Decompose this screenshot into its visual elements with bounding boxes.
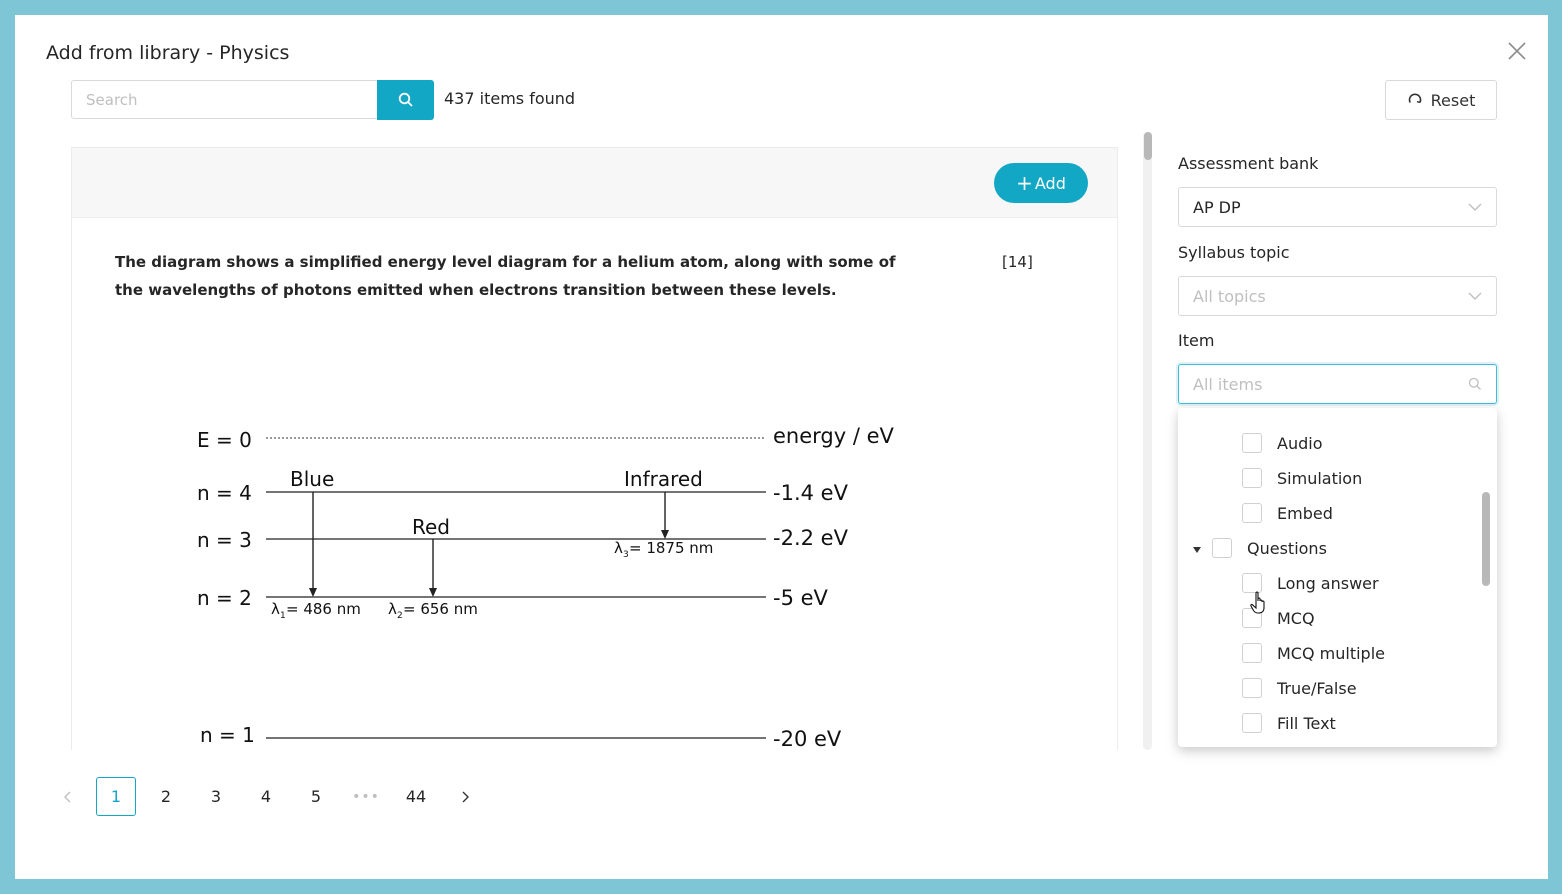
wavelength-1-symbol: λ (271, 600, 280, 618)
checkbox[interactable] (1242, 433, 1262, 453)
checkbox[interactable] (1212, 538, 1232, 558)
dropdown-scrollbar-thumb[interactable] (1482, 492, 1490, 586)
wavelength-2-sub: 2 (397, 611, 403, 621)
syllabus-topic-select[interactable] (1178, 276, 1497, 316)
arrowhead-red (429, 588, 437, 597)
option-audio[interactable] (1242, 430, 1322, 456)
level-value-e0: energy / eV (773, 424, 894, 448)
page-1-button[interactable]: 1 (96, 777, 136, 816)
question-card (71, 147, 1118, 750)
item-label: Item (1178, 331, 1215, 350)
level-label-n4: n = 4 (197, 481, 252, 505)
option-fill-text[interactable] (1242, 710, 1336, 736)
checkbox[interactable] (1242, 643, 1262, 663)
chevron-left-icon (63, 791, 71, 803)
arrowhead-blue (309, 588, 317, 597)
level-value-n4: -1.4 eV (773, 481, 848, 505)
assessment-bank-select[interactable] (1178, 187, 1497, 227)
option-label: Simulation (1277, 468, 1363, 488)
page-3-button[interactable]: 3 (210, 787, 222, 806)
option-label: MCQ (1277, 608, 1315, 628)
syllabus-topic-label: Syllabus topic (1178, 243, 1290, 262)
search-input[interactable] (71, 80, 377, 119)
option-true-false[interactable] (1242, 675, 1357, 701)
option-mcq-multiple[interactable] (1242, 640, 1385, 666)
search-icon (1468, 377, 1482, 391)
question-text: The diagram shows a simplified energy level diagram for a helium atom, along with some of the wavelengths of photons emitted when electrons transition between these levels. (115, 253, 896, 299)
plus-icon: + (1016, 171, 1033, 195)
reload-icon (1407, 92, 1423, 108)
wavelength-1-value: = 486 nm (286, 600, 361, 618)
item-select[interactable] (1178, 364, 1497, 404)
option-embed[interactable] (1242, 500, 1333, 526)
option-label: MCQ multiple (1277, 643, 1385, 663)
level-label-n1: n = 1 (200, 723, 255, 747)
item-search-input[interactable] (1193, 375, 1453, 394)
search-button[interactable] (377, 80, 434, 120)
level-value-n3: -2.2 eV (773, 526, 848, 550)
content-scrollbar-track (1143, 132, 1152, 750)
wavelength-3 (614, 539, 713, 560)
reset-label: Reset (1430, 90, 1476, 110)
option-label: Long answer (1277, 573, 1379, 593)
question-marks: [14] (1002, 253, 1033, 271)
search-icon (398, 92, 414, 108)
checkbox[interactable] (1242, 678, 1262, 698)
reset-button[interactable] (1385, 80, 1497, 120)
wavelength-1 (271, 600, 361, 621)
arrowhead-infrared (661, 530, 669, 539)
wavelength-3-sub: 3 (623, 550, 629, 560)
hand-cursor-icon (1250, 591, 1268, 615)
wavelength-3-value: = 1875 nm (629, 539, 714, 557)
caret-down-icon[interactable] (1193, 547, 1201, 553)
items-found-count: 437 items found (444, 89, 576, 108)
option-label: True/False (1277, 678, 1357, 698)
chevron-right-icon (462, 791, 470, 803)
energy-level-diagram (72, 148, 1118, 750)
page-2-button[interactable]: 2 (160, 787, 172, 806)
wavelength-2-value: = 656 nm (403, 600, 478, 618)
transition-name-blue: Blue (290, 467, 335, 491)
syllabus-topic-placeholder: All topics (1193, 286, 1266, 306)
checkbox[interactable] (1242, 503, 1262, 523)
page-44-button[interactable]: 44 (405, 787, 427, 806)
next-page-button[interactable] (446, 777, 486, 816)
content-scrollbar-thumb[interactable] (1144, 132, 1152, 160)
checkbox[interactable] (1242, 713, 1262, 733)
wavelength-3-symbol: λ (614, 539, 623, 557)
option-questions[interactable] (1212, 535, 1327, 561)
transition-name-infrared: Infrared (624, 467, 703, 491)
page-4-button[interactable]: 4 (260, 787, 272, 806)
transition-name-red: Red (412, 515, 450, 539)
option-label: Audio (1277, 433, 1323, 453)
assessment-bank-label: Assessment bank (1178, 154, 1319, 173)
level-value-n1: -20 eV (773, 727, 842, 751)
prev-page-button[interactable] (47, 777, 87, 816)
checkbox[interactable] (1242, 573, 1262, 593)
assessment-bank-value: AP DP (1193, 197, 1241, 217)
wavelength-2-symbol: λ (388, 600, 397, 618)
level-label-e0: E = 0 (197, 428, 252, 452)
close-icon[interactable] (1505, 39, 1529, 63)
add-from-library-dialog (15, 15, 1548, 879)
level-value-n2: -5 eV (773, 586, 828, 610)
chevron-down-icon (1468, 203, 1482, 211)
chevron-down-icon (1468, 292, 1482, 300)
option-label: Questions (1247, 538, 1327, 558)
checkbox[interactable] (1242, 468, 1262, 488)
wavelength-1-sub: 1 (280, 611, 286, 621)
option-label: Fill Text (1277, 713, 1336, 733)
add-label: Add (1034, 173, 1066, 193)
wavelength-2 (388, 600, 478, 621)
dialog-title: Add from library - Physics (46, 42, 290, 64)
page-5-button[interactable]: 5 (310, 787, 322, 806)
item-type-dropdown (1178, 408, 1497, 747)
level-label-n3: n = 3 (197, 528, 252, 552)
option-label: Embed (1277, 503, 1333, 523)
page-jump-ellipsis[interactable]: ••• (352, 788, 380, 805)
option-simulation[interactable] (1242, 465, 1362, 491)
level-label-n2: n = 2 (197, 586, 252, 610)
